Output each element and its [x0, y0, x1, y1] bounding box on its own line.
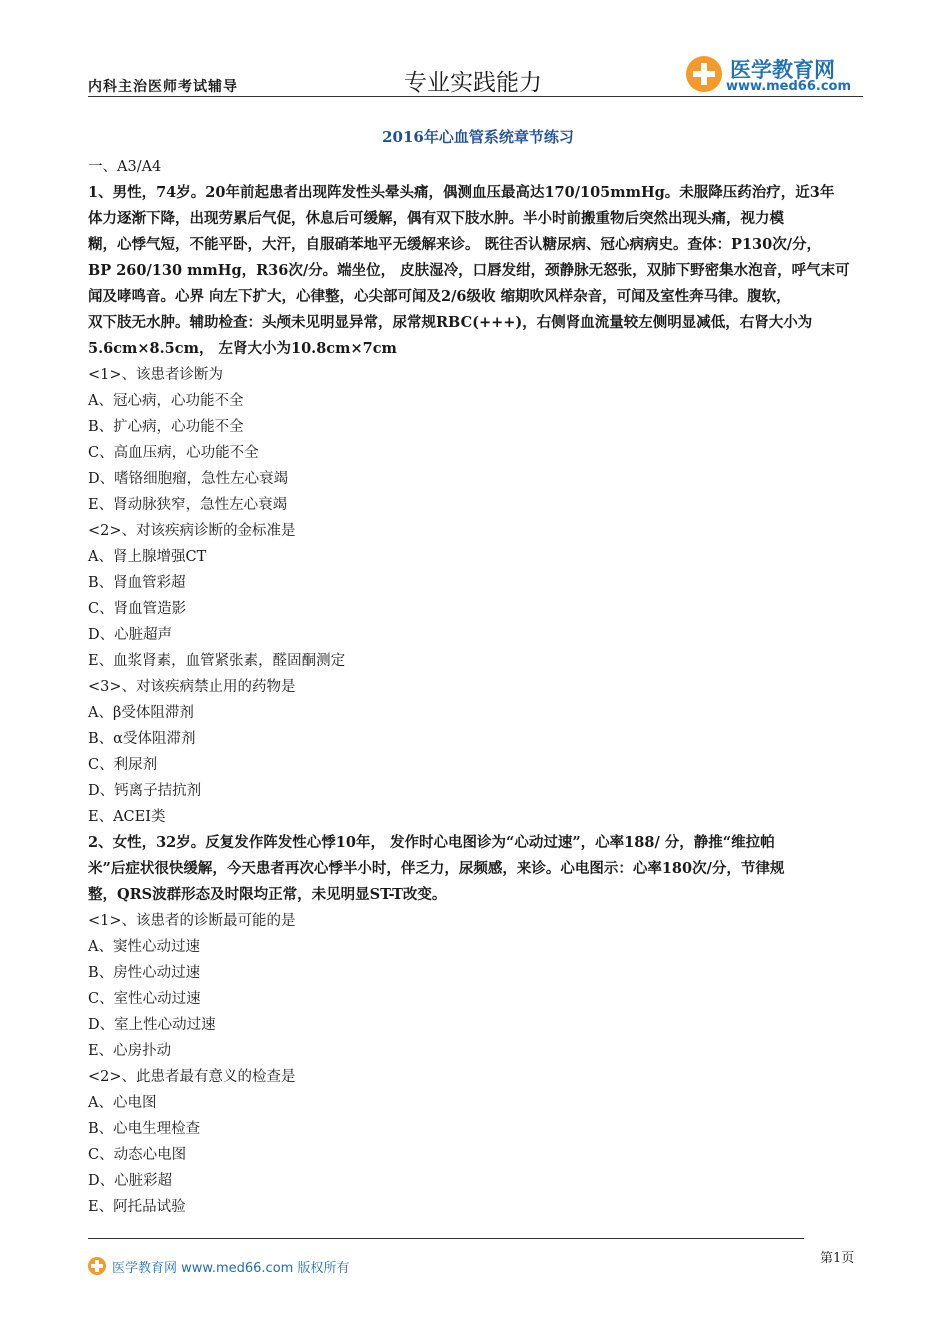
answer-option: A、β受体阻滞剂	[88, 705, 194, 721]
question-stem: <2>、对该疾病诊断的金标准是	[88, 523, 296, 539]
answer-option: A、心电图	[88, 1095, 157, 1111]
header-divider	[88, 96, 863, 97]
document-body	[88, 126, 868, 1220]
header-subject-title: 专业实践能力	[404, 70, 542, 96]
answer-option: C、动态心电图	[88, 1147, 187, 1163]
case-text-line: 糊，心悸气短，不能平卧，大汗，自服硝苯地平无缓解来诊。 既往否认糖尿病、冠心病病史。查体：P130次/分，	[88, 236, 822, 253]
medical-cross-icon	[88, 1257, 106, 1275]
question-stem: <1>、该患者的诊断最可能的是	[88, 913, 296, 929]
header-course-title: 内科主治医师考试辅导	[88, 79, 238, 95]
question-stem: <3>、对该疾病禁止用的药物是	[88, 679, 296, 695]
case-text-line: 5.6cm×8.5cm， 左肾大小为10.8cm×7cm	[88, 340, 397, 357]
answer-option: E、血浆肾素，血管紧张素，醛固酮测定	[88, 653, 346, 669]
page-header	[88, 52, 863, 98]
case-2-question-1	[88, 908, 868, 1064]
answer-option: E、ACEI类	[88, 809, 166, 825]
logo-url: www.med66.com	[726, 79, 852, 94]
medical-cross-icon	[686, 56, 722, 92]
case-2-description	[88, 830, 868, 908]
case-1-question-2	[88, 518, 868, 674]
question-stem: <1>、该患者诊断为	[88, 367, 224, 383]
case-1-description	[88, 180, 868, 362]
answer-option: A、冠心病，心功能不全	[88, 393, 244, 409]
answer-option: D、室上性心动过速	[88, 1017, 216, 1033]
case-text-line: 2、女性，32岁。反复发作阵发性心悸10年， 发作时心电图诊为“心动过速”，心率188/ 分，静推“维拉帕	[88, 834, 775, 851]
answer-option: B、扩心病，心功能不全	[88, 419, 244, 435]
case-text-line: 整，QRS波群形态及时限均正常，未见明显ST-T改变。	[88, 886, 447, 903]
logo-name: 医学教育网	[730, 58, 835, 82]
section-heading: 一、A3/A4	[88, 159, 162, 175]
answer-option: C、室性心动过速	[88, 991, 201, 1007]
answer-option: B、肾血管彩超	[88, 575, 186, 591]
case-text-line: 体力逐渐下降，出现劳累后气促，休息后可缓解，偶有双下肢水肿。半小时前搬重物后突然出现头痛，视力模	[88, 210, 784, 227]
page-number: 第1页	[820, 1251, 855, 1266]
answer-option: A、肾上腺增强CT	[88, 549, 207, 565]
case-text-line: 双下肢无水肿。辅助检查：头颅未见明显异常，尿常规RBC(+++)，右侧肾血流量较左侧明显减低，右肾大小为	[88, 314, 813, 331]
site-logo[interactable]	[686, 52, 866, 96]
document-title: 2016年心血管系统章节练习	[382, 128, 574, 146]
answer-option: A、窦性心动过速	[88, 939, 200, 955]
answer-option: C、肾血管造影	[88, 601, 187, 617]
question-stem: <2>、此患者最有意义的检查是	[88, 1069, 296, 1085]
answer-option: B、心电生理检查	[88, 1121, 201, 1137]
answer-option: D、钙离子拮抗剂	[88, 783, 202, 799]
case-text-line: 1、男性，74岁。20年前起患者出现阵发性头晕头痛，偶测血压最高达170/105mmHg。未服降压药治疗，近3年	[88, 184, 835, 201]
answer-option: C、利尿剂	[88, 757, 158, 773]
case-text-line: BP 260/130 mmHg，R36次/分。端坐位， 皮肤湿冷，口唇发绀，颈静脉无怒张，双肺下野密集水泡音，呼气末可	[88, 262, 850, 279]
case-2-question-2	[88, 1064, 868, 1220]
case-1-question-3	[88, 674, 868, 830]
answer-option: E、心房扑动	[88, 1043, 172, 1059]
answer-option: D、嗜铬细胞瘤，急性左心衰竭	[88, 471, 289, 487]
case-text-line: 闻及哮鸣音。心界 向左下扩大，心律整，心尖部可闻及2/6级收 缩期吹风样杂音，可闻及室性奔马律。腹软，	[88, 288, 791, 305]
answer-option: B、房性心动过速	[88, 965, 201, 981]
answer-option: B、α受体阻滞剂	[88, 731, 196, 747]
answer-option: D、心脏彩超	[88, 1173, 173, 1189]
case-1-question-1	[88, 362, 868, 518]
answer-option: E、肾动脉狭窄，急性左心衰竭	[88, 497, 288, 513]
footer-divider	[88, 1238, 804, 1239]
answer-option: E、阿托品试验	[88, 1199, 186, 1215]
footer-copyright[interactable]: 医学教育网 www.med66.com 版权所有	[112, 1261, 350, 1276]
answer-option: D、心脏超声	[88, 627, 173, 643]
answer-option: C、高血压病，心功能不全	[88, 445, 259, 461]
case-text-line: 米”后症状很快缓解，今天患者再次心悸半小时，伴乏力，尿频感，来诊。心电图示：心率180次/分，节律规	[88, 860, 785, 877]
